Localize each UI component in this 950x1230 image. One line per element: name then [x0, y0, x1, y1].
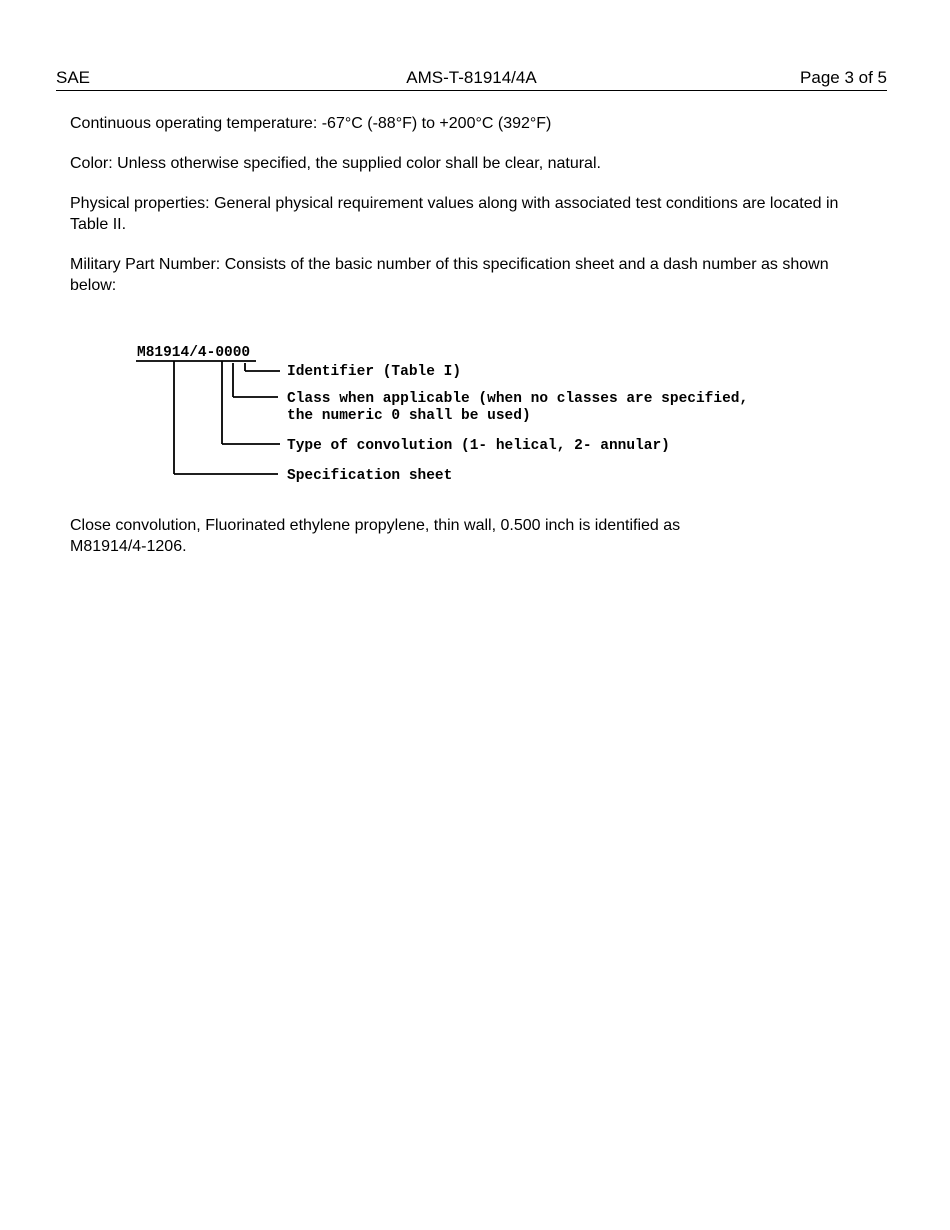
- diagram-class-label-line2: the numeric 0 shall be used): [287, 408, 531, 424]
- physical-properties-paragraph: Physical properties: General physical requirement values along with associated test conditions are located in Table II.: [70, 195, 839, 233]
- part-number-paragraph: Military Part Number: Consists of the basic number of this specification sheet and a dash number as shown below:: [70, 256, 829, 294]
- page-header: [56, 68, 887, 91]
- header-doc-number: AMS-T-81914/4A: [406, 68, 537, 87]
- header-page-number: Page 3 of 5: [800, 68, 887, 87]
- diagram-type-label: Type of convolution (1- helical, 2- annular): [287, 438, 670, 454]
- diagram-part-number: M81914/4-0000: [137, 345, 251, 361]
- header-org: SAE: [56, 68, 91, 87]
- temperature-paragraph: Continuous operating temperature: -67°C (-88°F) to +200°C (392°F): [70, 115, 552, 132]
- diagram-spec-sheet-label: Specification sheet: [287, 468, 453, 484]
- diagram-identifier-label: Identifier (Table I): [287, 364, 462, 380]
- color-paragraph: Color: Unless otherwise specified, the supplied color shall be clear, natural.: [70, 155, 601, 172]
- diagram-class-label-line1: Class when applicable (when no classes are specified,: [287, 391, 749, 407]
- example-paragraph: Close convolution, Fluorinated ethylene propylene, thin wall, 0.500 inch is identified as M81914/4-1206.: [70, 517, 681, 555]
